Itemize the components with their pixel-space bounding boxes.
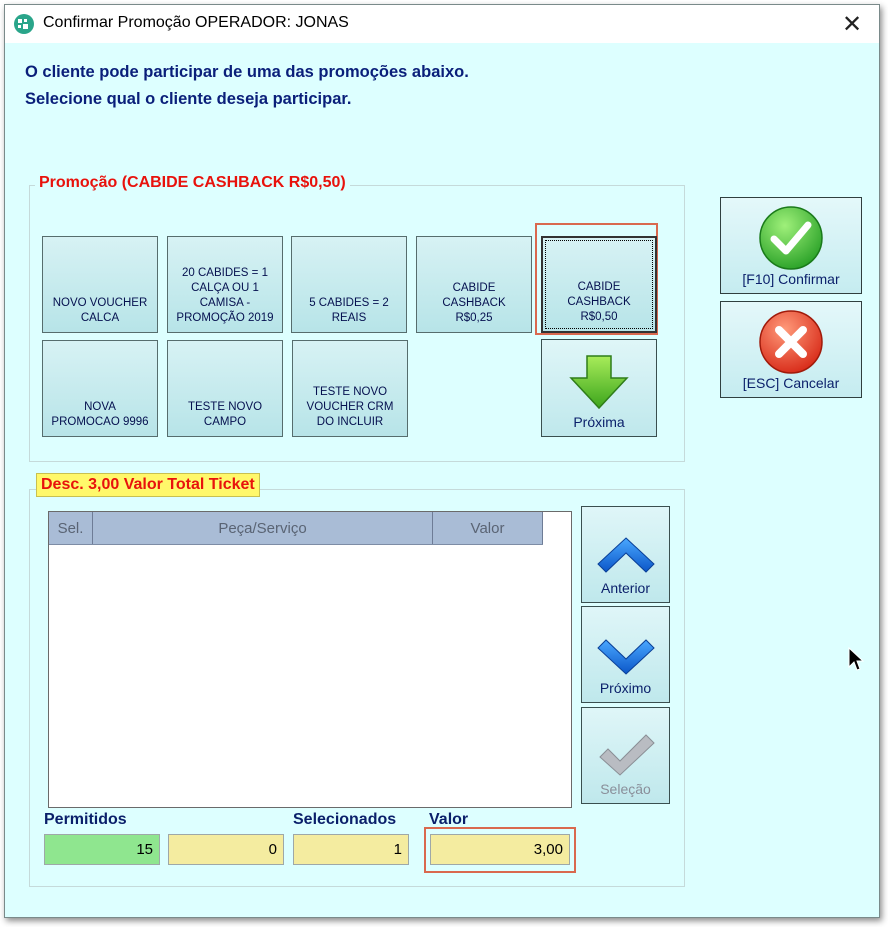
zero-field: 0 [168,834,284,865]
previous-button[interactable] [581,506,670,603]
intro-line-1: O cliente pode participar de uma das promoções abaixo. [25,63,469,81]
promo-button-label: NOVA PROMOCAO 9996 [51,401,149,428]
promo-button-teste-novo-campo[interactable] [167,340,283,437]
ticket-group-title: Desc. 3,00 Valor Total Ticket [36,473,260,497]
promo-button-label: 5 CABIDES = 2 REAIS [309,297,389,324]
promo-button-novo-voucher-calca[interactable] [42,236,158,333]
previous-label: Anterior [600,580,651,596]
intro-line-2: Selecione qual o cliente deseja participar. [25,90,352,108]
permitidos-label: Permitidos [44,811,127,828]
table-header [49,512,543,545]
confirm-label: [F10] Confirmar [742,271,840,287]
title-bar [5,5,879,43]
chevron-up-icon [596,536,656,576]
selection-button[interactable] [581,707,670,804]
next-item-label: Próximo [599,680,652,696]
arrow-down-icon [569,354,629,410]
promotion-dialog [4,4,880,918]
close-button[interactable] [829,5,875,43]
selection-label: Seleção [600,781,651,797]
next-item-button[interactable] [581,606,670,703]
promo-groupbox [29,174,685,462]
next-promotions-label: Próxima [573,414,625,430]
promo-group-title: Promoção (CABIDE CASHBACK R$0,50) [35,174,350,192]
promo-button-label: NOVO VOUCHER CALCA [52,297,148,324]
promo-button-cashback-050[interactable] [541,236,657,333]
column-header-sel[interactable]: Sel. [49,512,93,544]
confirm-button[interactable] [720,197,862,294]
promo-button-20-cabides[interactable] [167,236,283,333]
next-promotions-button[interactable] [541,339,657,437]
promo-button-label: TESTE NOVO CAMPO [187,401,263,428]
promo-button-teste-voucher-crm[interactable] [292,340,408,437]
chevron-down-icon [596,636,656,676]
checkmark-icon [596,733,656,777]
promo-button-label: TESTE NOVO VOUCHER CRM DO INCLUIR [306,386,394,428]
promo-button-label: 20 CABIDES = 1 CALÇA OU 1 CAMISA - PROMOÇÃO 2019 [176,267,274,324]
cancel-button[interactable] [720,301,862,398]
permitidos-field: 15 [44,834,160,865]
check-circle-icon [758,205,824,271]
valor-label: Valor [429,811,469,828]
promo-button-cashback-025[interactable] [416,236,532,333]
column-header-valor[interactable]: Valor [433,512,543,544]
mouse-cursor-icon [848,647,864,673]
promo-button-nova-promocao[interactable] [42,340,158,437]
column-header-peca-servico[interactable]: Peça/Serviço [93,512,433,544]
app-logo-icon [13,13,35,35]
selecionados-field: 1 [293,834,409,865]
close-circle-icon [758,309,824,375]
promo-button-label: CABIDE CASHBACK R$0,50 [567,281,631,323]
valor-field: 3,00 [430,834,570,865]
promo-button-label: CABIDE CASHBACK R$0,25 [442,282,506,324]
close-icon: ✕ [841,10,863,38]
selecionados-label: Selecionados [293,811,397,828]
promo-button-5-cabides[interactable] [291,236,407,333]
items-table[interactable] [48,511,572,808]
cancel-label: [ESC] Cancelar [742,375,840,391]
intro-text [25,59,469,113]
window-title: Confirmar Promoção OPERADOR: JONAS [43,14,349,31]
